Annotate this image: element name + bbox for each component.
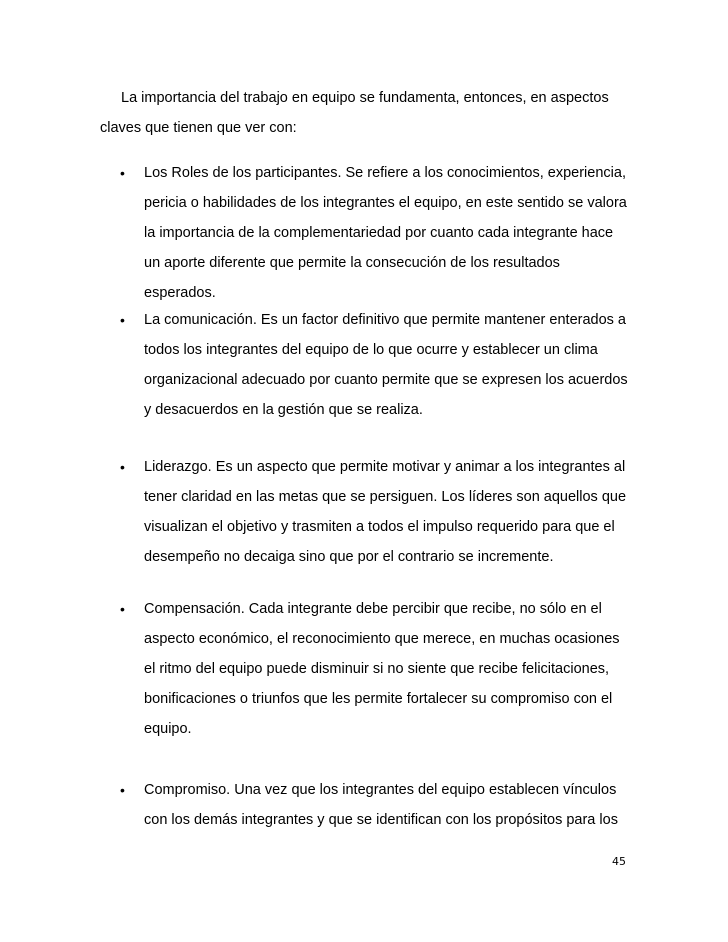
bullet-text: Los Roles de los participantes. Se refiere a los conocimientos, experiencia, pericia o habilidades de los integrantes el equipo, en este sentido se valora la importancia de la complementariedad por cuanto cada integrante hace un aporte diferente que permite la consecución de los resultados esperados. [144,165,627,301]
bullet-text: Compensación. Cada integrante debe percibir que recibe, no sólo en el aspecto económico, el reconocimiento que merece, en muchas ocasiones el ritmo del equipo puede disminuir si no siente que recibe felicitaciones, bonificaciones o triunfos que les permite fortalecer su compromiso con el equipo. [144,601,620,737]
bullet-text: La comunicación. Es un factor definitivo que permite mantener enterados a todos los integrantes del equipo de lo que ocurre y establecer un clima organizacional adecuado por cuanto permite que se expresen los acuerdos y desacuerdos en la gestión que se realiza. [144,312,628,418]
bullet-text: Liderazgo. Es un aspecto que permite motivar y animar a los integrantes al tener claridad en las metas que se persiguen. Los líderes son aquellos que visualizan el objetivo y trasmiten a todos el impulso requerido para que el desempeño no decaiga sino que por el contrario se incremente. [144,459,627,565]
bullet-dot-icon: • [120,782,125,798]
bullet-dot-icon: • [120,312,125,328]
bullet-dot-icon: • [120,165,125,181]
bullet-dot-icon: • [120,459,125,475]
intro-text: La importancia del trabajo en equipo se fundamenta, entonces, en aspectos claves que tienen que ver con: [100,90,609,136]
intro-paragraph [100,83,640,143]
bullet-dot-icon: • [120,601,125,617]
bullet-text: Compromiso. Una vez que los integrantes del equipo establecen vínculos con los demás integrantes y que se identifican con los propósitos para los [144,782,618,828]
page-number: 45 [612,855,626,868]
